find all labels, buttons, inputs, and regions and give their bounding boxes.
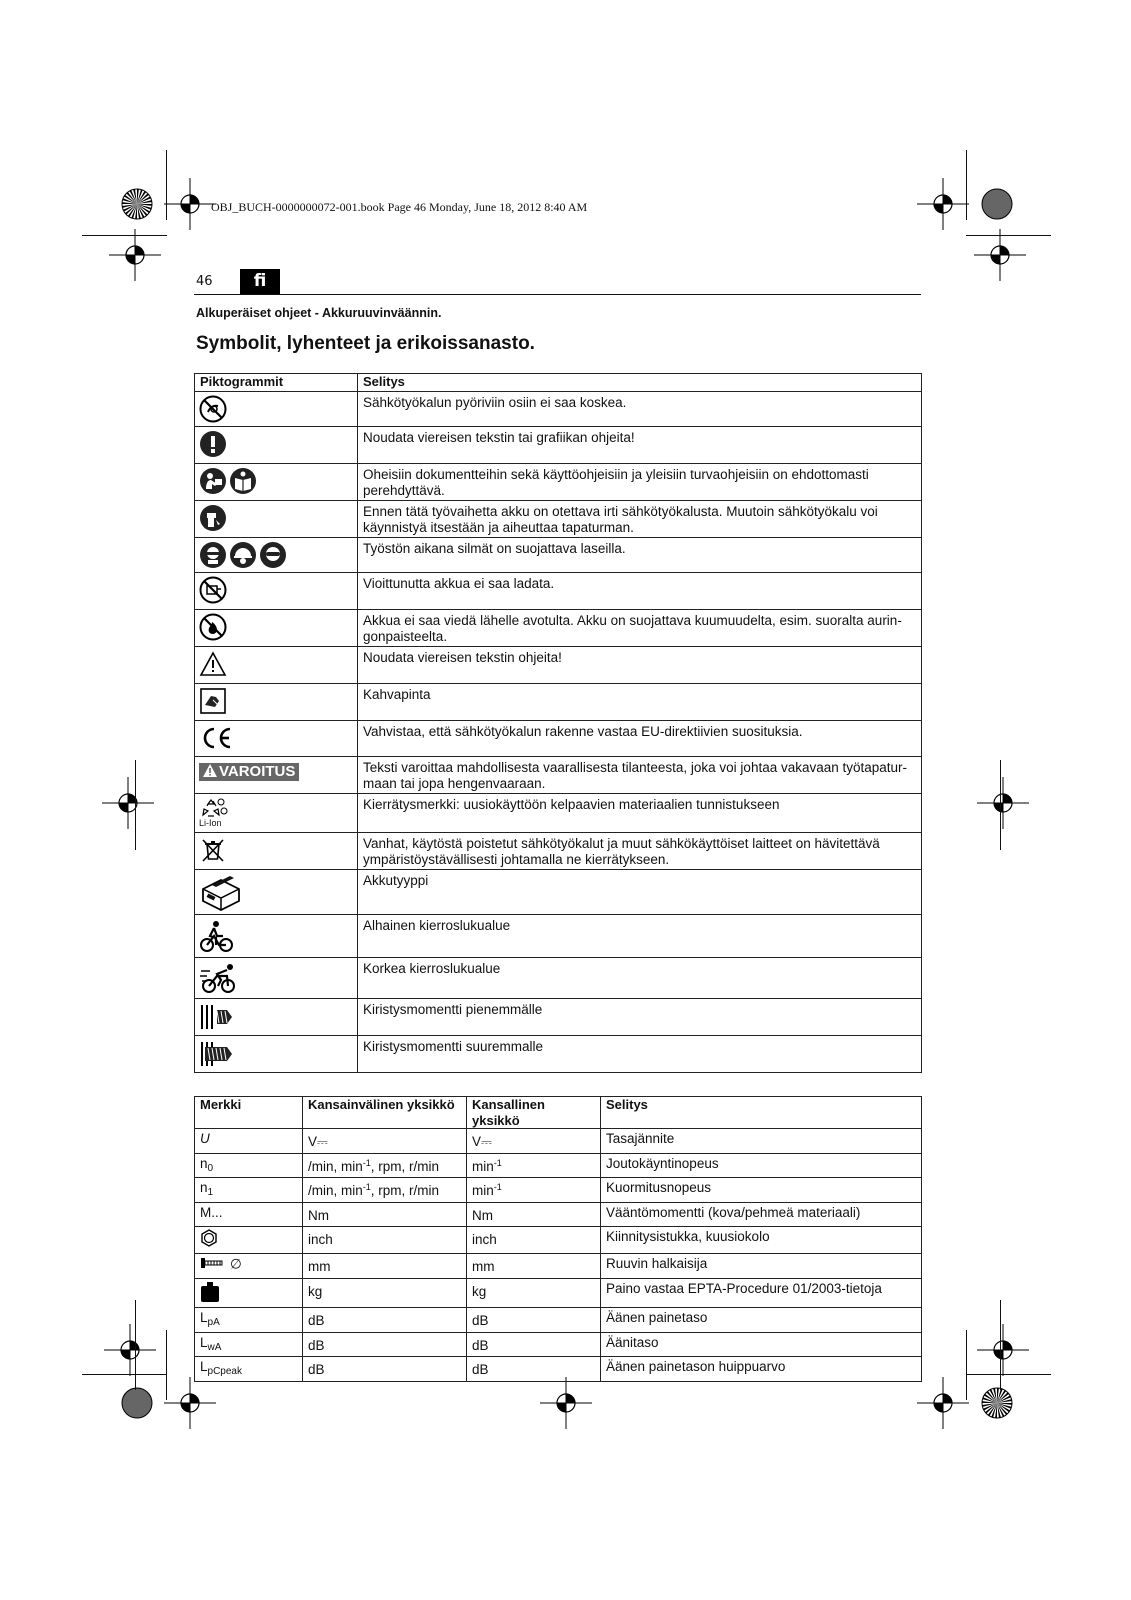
units-table — [194, 1096, 922, 1382]
description-cell: Ennen tätä työvaihetta akku on otettava irti sähkötyökalusta. Muutoin sähkötyökalu voi käynnistyä itsestään ja aiheuttaa tapaturman. — [358, 501, 922, 538]
symbol-row — [195, 684, 922, 721]
unit-description-cell: Kiinnitysistukka, kuusiokolo — [601, 1227, 922, 1254]
symbol-subscript: pCpeak — [207, 1366, 242, 1378]
unit-row — [195, 1178, 922, 1203]
registration-starburst — [981, 1387, 1013, 1423]
description-cell: Korkea kierroslukualue — [358, 958, 922, 999]
symbol-row — [195, 427, 922, 464]
crop-mark — [966, 1330, 967, 1400]
crop-mark — [966, 1374, 1051, 1375]
pictogram-cell — [195, 573, 358, 610]
description-cell: Akkutyyppi — [358, 870, 922, 915]
registration-crosshair — [164, 178, 216, 234]
li-ion-label: Li-Ion — [199, 818, 222, 828]
goggles-icon — [259, 541, 289, 556]
remove-battery-icon — [199, 504, 229, 519]
unit-description-cell: Kuormitusnopeus — [601, 1178, 922, 1203]
head-protection-icon — [229, 541, 259, 556]
slow-cyclist-icon — [199, 918, 237, 933]
pictogram-cell — [195, 833, 358, 870]
intl-unit: kg — [308, 1283, 323, 1299]
intl-unit-tail: , rpm, r/min — [370, 1183, 440, 1198]
description-cell: Oheisiin dokumentteihin sekä käyttöohjeisiin ja yleisiin turvaohjeisiin on ehdottomasti perehdyttävä. — [358, 464, 922, 501]
national-unit-cell — [467, 1278, 601, 1308]
torque-low-icon — [199, 1002, 241, 1017]
symbol-row — [195, 915, 922, 958]
pictogram-cell — [195, 915, 358, 958]
crop-mark — [82, 1374, 167, 1375]
warning-triangle-icon — [199, 650, 229, 665]
description-cell: Noudata viereisen tekstin ohjeita! — [358, 647, 922, 684]
national-unit-cell — [467, 1227, 601, 1254]
symbol-text: n — [200, 1155, 208, 1171]
symbol-subscript: 1 — [207, 1187, 214, 1198]
varoitus-text: VAROITUS — [219, 763, 296, 780]
intl-unit-exponent: -1 — [362, 1182, 371, 1192]
description-cell: Kahvapinta — [358, 684, 922, 721]
symbol-row — [195, 464, 922, 501]
battery-pack-icon — [199, 873, 245, 888]
unit-description-cell: Äänen painetaso — [601, 1308, 922, 1333]
registration-starburst — [981, 188, 1013, 224]
nat-unit: V⎓ — [472, 1134, 492, 1149]
unit-row — [195, 1357, 922, 1382]
symbol-row — [195, 647, 922, 684]
read-manual-book-icon — [229, 467, 259, 482]
description-cell: Alhainen kierroslukualue — [358, 915, 922, 958]
symbol-subscript: pA — [207, 1317, 220, 1329]
symbol-row — [195, 610, 922, 647]
no-touch-rotating-icon — [199, 395, 229, 410]
symbol-row — [195, 721, 922, 757]
mandatory-exclamation-icon — [199, 430, 229, 445]
registration-crosshair — [917, 178, 969, 234]
symbol-text: ∅ — [230, 1256, 242, 1272]
symbol-cell — [195, 1332, 303, 1357]
national-unit-cell — [467, 1202, 601, 1227]
symbol-row — [195, 757, 922, 794]
symbol-subscript: wA — [207, 1341, 222, 1353]
intl-unit: mm — [308, 1258, 331, 1274]
pictogram-cell — [195, 392, 358, 427]
column-header-pictograms: Piktogrammit — [195, 374, 358, 392]
page-number: 46 — [196, 274, 213, 289]
column-header-national-unit: Kansallinen yksikkö — [467, 1097, 601, 1129]
description-cell: Kierrätysmerkki: uusiokäyttöön kelpaavien materiaalien tunnistukseen — [358, 794, 922, 833]
unit-row — [195, 1227, 922, 1254]
pictogram-cell — [195, 427, 358, 464]
national-unit-cell — [467, 1129, 601, 1154]
torque-high-icon — [199, 1039, 241, 1054]
unit-description-cell: Vääntömomentti (kova/pehmeä materiaali) — [601, 1202, 922, 1227]
registration-crosshair — [540, 1377, 592, 1433]
description-cell: Vioittunutta akkua ei saa ladata. — [358, 573, 922, 610]
nat-unit: dB — [472, 1362, 489, 1378]
unit-description-cell: Joutokäyntinopeus — [601, 1153, 922, 1178]
symbol-row — [195, 1036, 922, 1073]
description-cell: Kiristysmomentti pienemmälle — [358, 999, 922, 1036]
symbol-row — [195, 794, 922, 833]
symbol-cell — [195, 1153, 303, 1178]
unit-description-cell: Äänitaso — [601, 1332, 922, 1357]
registration-crosshair — [102, 777, 154, 833]
column-header-description: Selitys — [601, 1097, 922, 1129]
international-unit-cell — [303, 1178, 467, 1203]
registration-crosshair — [977, 777, 1029, 833]
pictogram-cell — [195, 684, 358, 721]
symbol-text: n — [200, 1180, 208, 1195]
registration-crosshair — [917, 1377, 969, 1433]
symbol-cell — [195, 1178, 303, 1203]
international-unit-cell — [303, 1308, 467, 1333]
crossed-bin-icon — [199, 836, 229, 851]
symbol-row — [195, 538, 922, 573]
description-cell: Kiristysmomentti suuremmalle — [358, 1036, 922, 1073]
international-unit-cell — [303, 1253, 467, 1278]
international-unit-cell — [303, 1129, 467, 1154]
registration-crosshair — [164, 1377, 216, 1433]
pictogram-cell — [195, 610, 358, 647]
symbol-text: L — [200, 1359, 208, 1375]
nat-unit: Nm — [472, 1207, 493, 1223]
international-unit-cell — [303, 1357, 467, 1382]
crop-mark — [1000, 760, 1001, 850]
pictogram-cell — [195, 647, 358, 684]
symbol-cell — [195, 1357, 303, 1382]
international-unit-cell — [303, 1202, 467, 1227]
unit-description-cell: Paino vastaa EPTA-Procedure 01/2003-tietoja — [601, 1278, 922, 1308]
nat-unit: dB — [472, 1313, 489, 1329]
crop-mark — [135, 1300, 136, 1390]
unit-row — [195, 1332, 922, 1357]
pictogram-cell — [195, 999, 358, 1036]
ce-mark-icon — [199, 724, 235, 739]
pictogram-cell — [195, 464, 358, 501]
fast-cyclist-icon — [199, 961, 241, 976]
registration-starburst — [121, 1387, 153, 1423]
pictogram-cell — [195, 794, 358, 833]
description-cell: Työstön aikana silmät on suojattava laseilla. — [358, 538, 922, 573]
recycling-li-ion-icon — [199, 797, 231, 812]
language-tab: fi — [240, 269, 280, 294]
pictogram-cell — [195, 958, 358, 999]
description-cell: Noudata viereisen tekstin tai grafiikan ohjeita! — [358, 427, 922, 464]
registration-crosshair — [109, 229, 161, 285]
nat-unit: min — [472, 1158, 494, 1174]
national-unit-cell — [467, 1178, 601, 1203]
intl-unit-tail: , rpm, r/min — [370, 1158, 440, 1174]
description-cell: Sähkötyökalun pyöriviin osiin ei saa koskea. — [358, 392, 922, 427]
symbol-subscript: 0 — [207, 1162, 214, 1174]
eye-protection-icon — [199, 541, 229, 556]
unit-row — [195, 1278, 922, 1308]
nat-unit-exponent: -1 — [493, 1182, 502, 1192]
crop-mark — [1000, 1300, 1001, 1390]
unit-row — [195, 1153, 922, 1178]
registration-crosshair — [977, 1324, 1029, 1380]
description-cell: Teksti varoittaa mahdollisesta vaarallisesta tilanteesta, joka voi johtaa vakavaan työtapatur-maan tai jopa hengenvaaraan. — [358, 757, 922, 794]
symbols-table — [194, 373, 922, 1073]
intl-unit: inch — [308, 1232, 333, 1247]
description-cell: Vahvistaa, että sähkötyökalun rakenne vastaa EU-direktiivien suosituksia. — [358, 721, 922, 757]
crop-mark — [166, 150, 167, 220]
nat-unit: dB — [472, 1337, 489, 1353]
symbol-cell — [195, 1253, 303, 1278]
national-unit-cell — [467, 1357, 601, 1382]
symbol-cell — [195, 1278, 303, 1308]
symbol-text: L — [200, 1334, 208, 1350]
header-rule — [194, 294, 921, 295]
read-manual-person-icon — [199, 467, 229, 482]
international-unit-cell — [303, 1278, 467, 1308]
intl-unit: dB — [308, 1313, 325, 1329]
nat-unit-exponent: -1 — [493, 1157, 502, 1168]
national-unit-cell — [467, 1153, 601, 1178]
nat-unit: kg — [472, 1283, 487, 1299]
international-unit-cell — [303, 1153, 467, 1178]
symbol-row — [195, 501, 922, 538]
crop-mark — [82, 235, 167, 236]
international-unit-cell — [303, 1227, 467, 1254]
symbol-row — [195, 870, 922, 915]
intl-unit: dB — [308, 1362, 325, 1378]
symbol-cell — [195, 1202, 303, 1227]
symbol-row — [195, 958, 922, 999]
pictogram-cell — [195, 757, 358, 794]
unit-description-cell: Ruuvin halkaisija — [601, 1253, 922, 1278]
symbol-text: L — [200, 1310, 208, 1326]
registration-crosshair — [104, 1324, 156, 1380]
symbol-row — [195, 392, 922, 427]
unit-description-cell: Äänen painetason huippuarvo — [601, 1357, 922, 1382]
symbols-table-header — [195, 374, 922, 392]
unit-row — [195, 1308, 922, 1333]
intl-unit: Nm — [308, 1207, 329, 1223]
symbol-text: U — [200, 1131, 210, 1146]
crop-mark — [966, 150, 967, 220]
national-unit-cell — [467, 1308, 601, 1333]
section-subheading: Alkuperäiset ohjeet - Akkuruuvinväännin. — [196, 306, 442, 320]
symbol-text: M... — [200, 1204, 223, 1220]
crop-mark — [135, 760, 136, 850]
no-charging-damaged-battery-icon — [199, 576, 229, 591]
nat-unit: inch — [472, 1232, 497, 1247]
symbol-row — [195, 999, 922, 1036]
column-header-description: Selitys — [358, 374, 922, 392]
description-cell: Akkua ei saa viedä lähelle avotulta. Akku on suojattava kuumuudelta, esim. suoralta aurin-gonpaisteelta. — [358, 610, 922, 647]
weight-icon — [200, 1291, 220, 1306]
unit-row — [195, 1253, 922, 1278]
unit-description-cell: Tasajännite — [601, 1129, 922, 1154]
hex-socket-icon — [200, 1235, 218, 1250]
intl-unit: V⎓ — [308, 1134, 328, 1149]
symbol-cell — [195, 1129, 303, 1154]
pictogram-cell — [195, 538, 358, 573]
international-unit-cell — [303, 1332, 467, 1357]
symbol-cell — [195, 1308, 303, 1333]
symbol-cell — [195, 1227, 303, 1254]
crop-mark — [166, 1330, 167, 1400]
national-unit-cell — [467, 1253, 601, 1278]
pictogram-cell — [195, 870, 358, 915]
registration-crosshair — [974, 229, 1026, 285]
no-open-fire-icon — [199, 613, 229, 628]
description-cell: Vanhat, käytöstä poistetut sähkötyökalut ja muut sähkökäyttöiset laitteet on hävitettävä ympäristöystävällisesti johtamalla ne kierrätykseen. — [358, 833, 922, 870]
grip-surface-icon — [199, 687, 229, 702]
units-table-header — [195, 1097, 922, 1129]
unit-row — [195, 1202, 922, 1227]
registration-starburst — [121, 188, 153, 224]
column-header-symbol: Merkki — [195, 1097, 303, 1129]
unit-row — [195, 1129, 922, 1154]
nat-unit: mm — [472, 1258, 495, 1274]
screw-diameter-icon — [200, 1258, 226, 1273]
symbol-row — [195, 833, 922, 870]
pictogram-cell — [195, 501, 358, 538]
intl-unit: dB — [308, 1337, 325, 1353]
symbol-row — [195, 573, 922, 610]
national-unit-cell — [467, 1332, 601, 1357]
column-header-international-unit: Kansainvälinen yksikkö — [303, 1097, 467, 1129]
book-file-header: OBJ_BUCH-0000000072-001.book Page 46 Monday, June 18, 2012 8:40 AM — [211, 200, 588, 214]
varoitus-label — [199, 763, 299, 781]
nat-unit: min — [472, 1183, 494, 1198]
page-title: Symbolit, lyhenteet ja erikoissanasto. — [196, 333, 535, 354]
intl-unit-exponent: -1 — [362, 1157, 371, 1168]
pictogram-cell — [195, 1036, 358, 1073]
intl-unit: /min, min — [308, 1158, 363, 1174]
intl-unit: /min, min — [308, 1183, 363, 1198]
crop-mark — [966, 235, 1051, 236]
pictogram-cell — [195, 721, 358, 757]
